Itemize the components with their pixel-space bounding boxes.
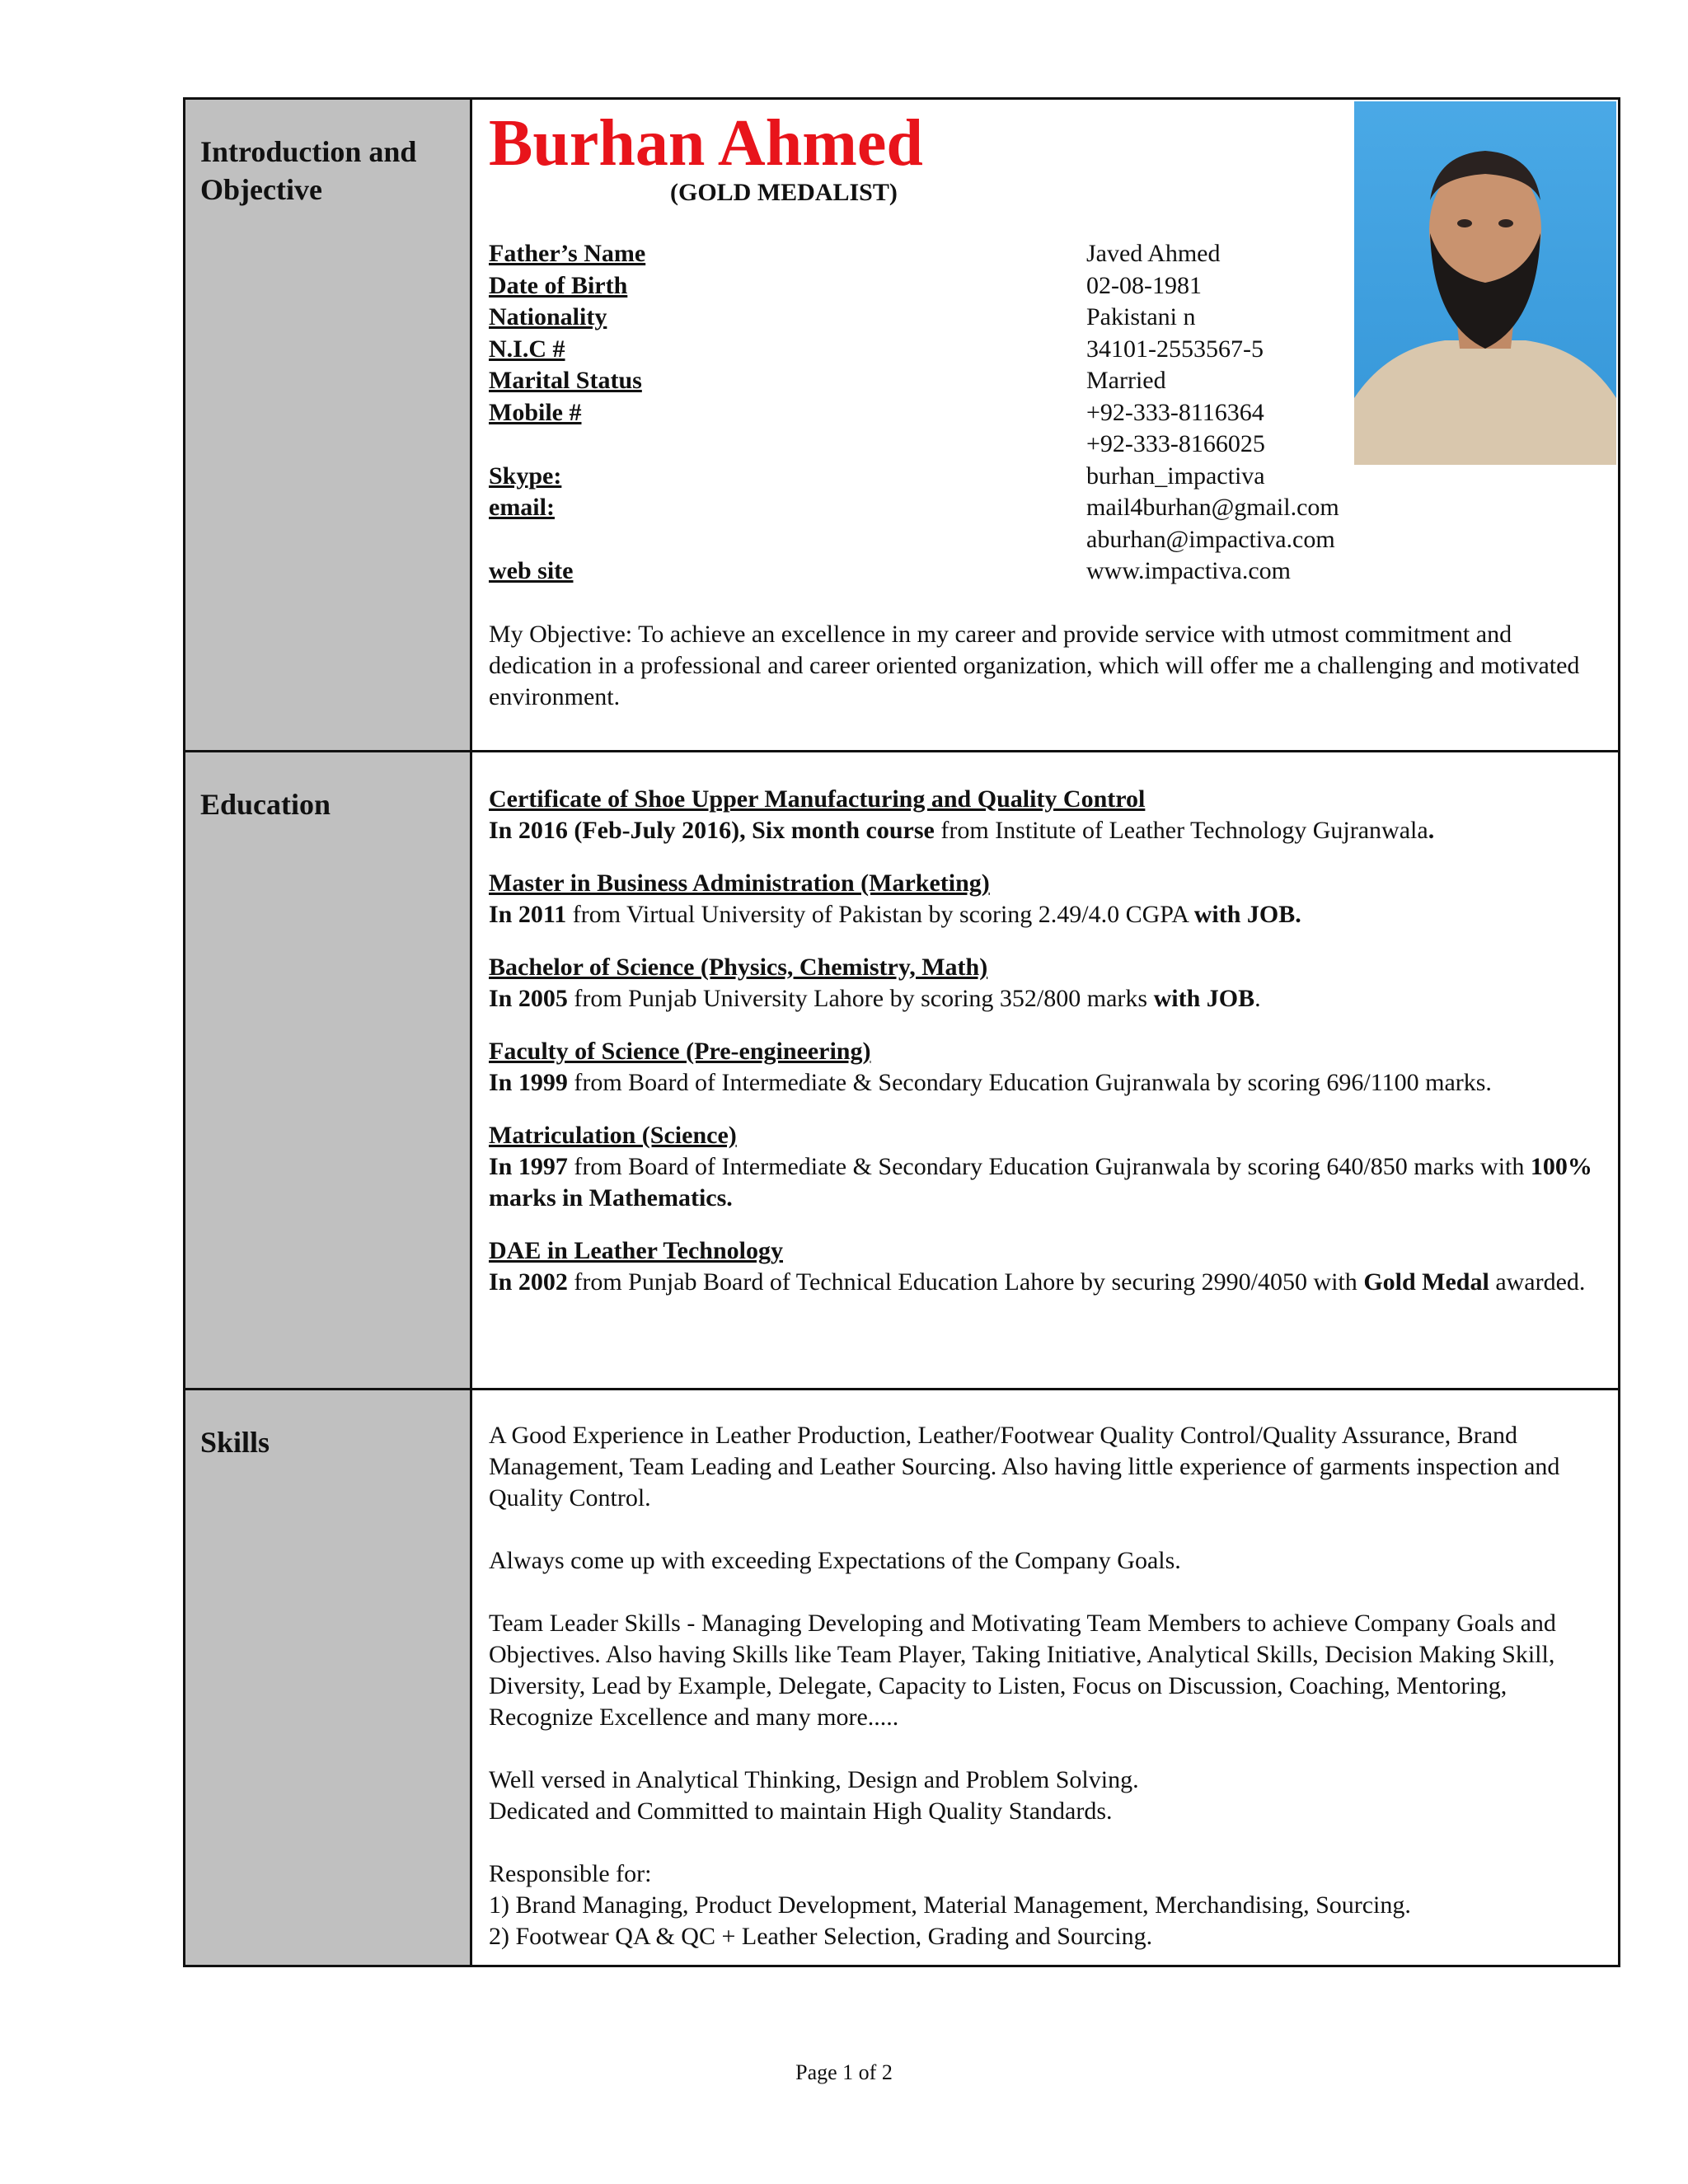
education-title: Certificate of Shoe Upper Manufacturing and Quality Control (489, 785, 1146, 813)
education-item (489, 952, 1601, 1015)
responsibilities-title: Responsible for: (489, 1860, 652, 1887)
dob-label: Date of Birth (489, 271, 628, 299)
detail-row-mobile (489, 397, 1354, 429)
skype-value: burhan_impactiva (1086, 462, 1265, 490)
education-title: DAE in Leather Technology (489, 1237, 783, 1264)
skills-paragraph: Well versed in Analytical Thinking, Design and Problem Solving. (489, 1766, 1139, 1793)
email-value-1[interactable]: mail4burhan@gmail.com (1086, 494, 1339, 521)
nic-value: 34101-2553567-5 (1086, 335, 1264, 363)
candidate-subtitle: (GOLD MEDALIST) (670, 179, 898, 206)
education-item (489, 1036, 1601, 1099)
profile-photo-image (1354, 101, 1616, 465)
skills-paragraph: Always come up with exceeding Expectations of the Company Goals. (489, 1547, 1181, 1574)
detail-row-skype (489, 461, 1354, 493)
detail-row-marital (489, 365, 1354, 397)
education-title: Master in Business Administration (Marketing) (489, 869, 990, 897)
education-detail: In 1997 from Board of Intermediate & Secondary Education Gujranwala by scoring 640/850 marks with 100% marks in Mathematics. (489, 1153, 1592, 1212)
fathers-name-value: Javed Ahmed (1086, 240, 1221, 267)
responsibility-item: 2) Footwear QA & QC + Leather Selection, Grading and Sourcing. (489, 1923, 1153, 1950)
education-section-label: Education (185, 752, 472, 1388)
skills-row (185, 1390, 1618, 1965)
detail-row-nationality (489, 302, 1354, 334)
education-detail: In 2002 from Punjab Board of Technical Education Lahore by securing 2990/4050 with Gold Medal awarded. (489, 1268, 1586, 1296)
education-row (185, 752, 1618, 1390)
personal-details (489, 238, 1354, 588)
responsibility-item: 1) Brand Managing, Product Development, Material Management, Merchandising, Sourcing. (489, 1891, 1411, 1919)
education-detail: In 2005 from Punjab University Lahore by scoring 352/800 marks with JOB. (489, 985, 1261, 1012)
detail-row-email-2 (489, 524, 1354, 556)
detail-row-nic (489, 334, 1354, 366)
nationality-value: Pakistani n (1086, 303, 1196, 330)
education-content (472, 752, 1618, 1388)
education-title: Matriculation (Science) (489, 1122, 737, 1149)
skills-paragraph: Dedicated and Committed to maintain High Quality Standards. (489, 1797, 1113, 1825)
education-item (489, 1235, 1601, 1298)
mobile-label: Mobile # (489, 398, 582, 426)
website-link[interactable]: www.impactiva.com (1086, 557, 1291, 584)
intro-row (185, 100, 1618, 752)
intro-section-label: Introduction and Objective (185, 100, 472, 750)
education-detail: In 2011 from Virtual University of Pakistan by scoring 2.49/4.0 CGPA with JOB. (489, 901, 1301, 928)
education-item (489, 784, 1601, 846)
education-title: Faculty of Science (Pre-engineering) (489, 1038, 871, 1065)
detail-row-email (489, 492, 1354, 524)
objective-text: My Objective: To achieve an excellence in my career and provide service with utmost commitment and dedication in a professional and career oriented organization, which will offer me a challenging and motivated environment. (489, 621, 1580, 710)
website-label: web site (489, 557, 574, 584)
education-item (489, 1120, 1601, 1214)
marital-value: Married (1086, 367, 1166, 394)
mobile-value-1: +92-333-8116364 (1086, 398, 1264, 426)
detail-row-web (489, 555, 1354, 588)
skills-paragraph: Team Leader Skills - Managing Developing and Motivating Team Members to achieve Company Goals and Objectives. Also having Skills like Team Player, Taking Initiative, Analytical Skills, Decision Making Skill, Diversity, Lead by Example, Delegate, Capacity to Listen, Focus on Discussion, Coaching, Mentoring, Recognize Excellence and many more..... (489, 1610, 1556, 1731)
dob-value: 02-08-1981 (1086, 271, 1202, 299)
marital-label: Marital Status (489, 367, 642, 394)
education-detail: In 2016 (Feb-July 2016), Six month course from Institute of Leather Technology Gujranwala. (489, 817, 1435, 844)
education-item (489, 868, 1601, 930)
detail-row-dob (489, 270, 1354, 302)
education-title: Bachelor of Science (Physics, Chemistry, Math) (489, 954, 988, 981)
nationality-label: Nationality (489, 303, 607, 330)
mobile-value-2: +92-333-8166025 (1086, 430, 1265, 457)
email-value-2[interactable]: aburhan@impactiva.com (1086, 525, 1335, 553)
nic-label: N.I.C # (489, 335, 565, 363)
profile-photo (1354, 101, 1616, 465)
skills-section-label: Skills (185, 1390, 472, 1965)
page-number: Page 1 of 2 (795, 2060, 893, 2084)
education-detail: In 1999 from Board of Intermediate & Secondary Education Gujranwala by scoring 696/1100 marks. (489, 1069, 1492, 1096)
resume-table (183, 97, 1620, 1967)
intro-content (472, 100, 1618, 750)
email-label: email: (489, 494, 555, 521)
skills-content (472, 1390, 1618, 1965)
detail-row-father (489, 238, 1354, 270)
detail-row-mobile-2 (489, 429, 1354, 461)
candidate-name: Burhan Ahmed (489, 107, 923, 180)
skills-paragraph: A Good Experience in Leather Production, Leather/Footwear Quality Control/Quality Assurance, Brand Management, Team Leading and Leather Sourcing. Also having little experience of garments inspection and Quality Control. (489, 1422, 1560, 1511)
skype-label: Skype: (489, 462, 562, 490)
fathers-name-label: Father’s Name (489, 240, 646, 267)
